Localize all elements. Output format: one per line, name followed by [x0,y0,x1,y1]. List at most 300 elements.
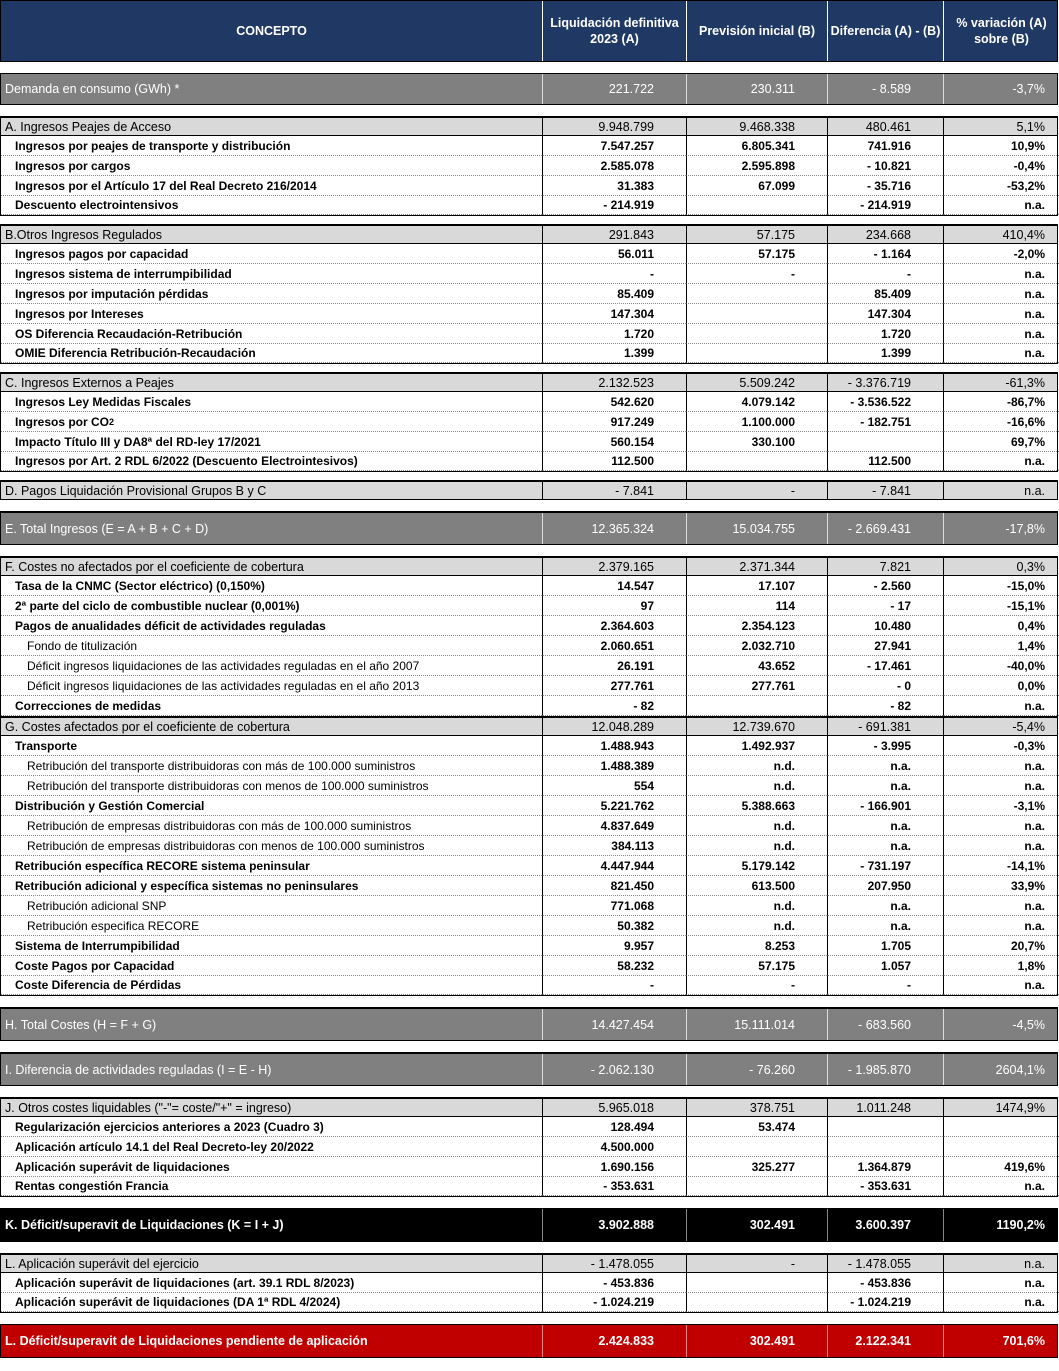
value-diferencia: - 2.669.431 [827,513,943,544]
value-diferencia: - 17 [827,596,943,616]
value-diferencia: - [827,264,943,284]
value-prevision: - 76.260 [686,1054,827,1085]
table-row [0,432,1058,452]
value-variacion: 419,6% [943,1157,1059,1177]
value-variacion: 5,1% [943,118,1059,135]
value-variacion: n.a. [943,1177,1059,1196]
row-label: Retribución de empresas distribuidoras con más de 100.000 suministros [1,816,542,836]
value-liquidacion: - 82 [542,696,686,716]
value-diferencia: 1.057 [827,956,943,976]
value-prevision [686,196,827,215]
value-diferencia: - 1.164 [827,244,943,264]
value-variacion: n.a. [943,696,1059,716]
value-diferencia: - [827,976,943,995]
value-liquidacion: 56.011 [542,244,686,264]
header-col-b: Previsión inicial (B) [686,1,827,61]
value-diferencia: 1.705 [827,936,943,956]
value-diferencia [827,432,943,452]
value-variacion: n.a. [943,264,1059,284]
value-variacion: n.a. [943,1255,1059,1272]
value-prevision: 67.099 [686,176,827,196]
row-label: I. Diferencia de actividades reguladas (I = E - H) [5,1062,272,1077]
row-label: Retribución específica RECORE sistema peninsular [1,856,542,876]
row-label: Distribución y Gestión Comercial [1,796,542,816]
value-diferencia: - 353.631 [827,1177,943,1196]
value-prevision: 43.652 [686,656,827,676]
value-variacion: 2604,1% [943,1054,1059,1085]
table-row [0,1097,1058,1117]
header-concepto: CONCEPTO [236,24,307,38]
header-col-a: Liquidación definitiva 2023 (A) [542,1,686,61]
spacer [0,364,1059,372]
value-diferencia [827,1137,943,1157]
value-prevision: n.d. [686,756,827,776]
table-row [0,244,1058,264]
row-label: Déficit ingresos liquidaciones de las actividades reguladas en el año 2007 [1,656,542,676]
row-label: B.Otros Ingresos Regulados [5,227,163,242]
value-liquidacion: - [542,264,686,284]
row-label: Pagos de anualidades déficit de actividades reguladas [1,616,542,636]
value-variacion [943,1117,1059,1137]
value-variacion: -0,4% [943,156,1059,176]
spacer [0,1313,1059,1324]
table-row [0,480,1058,500]
value-liquidacion: - 1.478.055 [542,1255,686,1272]
table-row [0,596,1058,616]
value-variacion: -16,6% [943,412,1059,432]
spacer [0,996,1059,1007]
table-row [0,264,1058,284]
row-label: H. Total Costes (H = F + G) [5,1017,157,1032]
value-prevision: 57.175 [686,244,827,264]
value-variacion: 1190,2% [943,1209,1059,1241]
value-prevision: 6.805.341 [686,136,827,156]
value-prevision: 114 [686,596,827,616]
row-label: Retribución del transporte distribuidoras con más de 100.000 suministros [1,756,542,776]
row-label: Ingresos por CO 2 [1,412,542,432]
value-diferencia: 27.941 [827,636,943,656]
value-diferencia: 207.950 [827,876,943,896]
value-prevision: 57.175 [686,956,827,976]
value-prevision: 17.107 [686,576,827,596]
row-label: Ingresos pagos por capacidad [1,244,542,264]
value-liquidacion: 1.399 [542,344,686,363]
value-variacion: n.a. [943,304,1059,324]
value-variacion: n.a. [943,756,1059,776]
value-diferencia: 1.011.248 [827,1099,943,1116]
table-row [0,756,1058,776]
value-variacion: -53,2% [943,176,1059,196]
table-row [0,511,1058,545]
value-variacion: n.a. [943,344,1059,363]
row-label: Correcciones de medidas [1,696,542,716]
value-prevision: 2.354.123 [686,616,827,636]
row-label: F. Costes no afectados por el coeficiente de cobertura [5,559,304,574]
row-label: E. Total Ingresos (E = A + B + C + D) [5,521,209,536]
value-prevision: 15.034.755 [686,513,827,544]
row-label: Aplicación superávit de liquidaciones (art. 39.1 RDL 8/2023) [1,1273,542,1293]
value-diferencia: n.a. [827,816,943,836]
value-liquidacion: 5.221.762 [542,796,686,816]
spacer [0,62,1059,73]
value-variacion: 0,0% [943,676,1059,696]
table-row [0,576,1058,596]
value-prevision: n.d. [686,916,827,936]
value-prevision: 4.079.142 [686,392,827,412]
row-label: L. Aplicación superávit del ejercicio [5,1256,199,1271]
value-prevision: 1.492.937 [686,736,827,756]
value-liquidacion: - 7.841 [542,482,686,499]
spacer [0,545,1059,556]
table-row [0,896,1058,916]
value-liquidacion: 31.383 [542,176,686,196]
value-variacion: 1474,9% [943,1099,1059,1116]
table-row [0,1293,1058,1313]
value-diferencia: - 3.995 [827,736,943,756]
table-row [0,1324,1058,1358]
value-diferencia: 3.600.397 [827,1209,943,1241]
table-row [0,392,1058,412]
value-prevision: 613.500 [686,876,827,896]
value-liquidacion: 14.427.454 [542,1009,686,1040]
spacer [0,500,1059,511]
table-row [0,976,1058,996]
value-liquidacion: 560.154 [542,432,686,452]
value-prevision [686,452,827,471]
value-diferencia: - 731.197 [827,856,943,876]
value-variacion: 410,4% [943,226,1059,243]
value-variacion: n.a. [943,896,1059,916]
value-liquidacion: 147.304 [542,304,686,324]
row-label: D. Pagos Liquidación Provisional Grupos B y C [5,483,267,498]
row-label: L. Déficit/superavit de Liquidaciones pendiente de aplicación [5,1334,368,1348]
value-liquidacion: 3.902.888 [542,1209,686,1241]
table-header [0,0,1058,62]
table-row [0,656,1058,676]
row-label: Ingresos por Art. 2 RDL 6/2022 (Descuento Electrointesivos) [1,452,542,471]
spacer [0,1242,1059,1253]
value-diferencia: - 2.560 [827,576,943,596]
row-label: Retribución de empresas distribuidoras con menos de 100.000 suministros [1,836,542,856]
row-label: Coste Diferencia de Pérdidas [1,976,542,995]
value-liquidacion: 9.948.799 [542,118,686,135]
value-liquidacion: 5.965.018 [542,1099,686,1116]
value-variacion: -15,0% [943,576,1059,596]
table-row [0,196,1058,216]
value-prevision: 15.111.014 [686,1009,827,1040]
value-liquidacion: 4.837.649 [542,816,686,836]
row-label: Ingresos sistema de interrumpibilidad [1,264,542,284]
value-diferencia: - 3.376.719 [827,374,943,391]
table-row [0,676,1058,696]
value-prevision [686,696,827,716]
table-row [0,284,1058,304]
value-prevision [686,304,827,324]
row-label: 2ª parte del ciclo de combustible nuclear (0,001%) [1,596,542,616]
table-row [0,836,1058,856]
table-row [0,73,1058,105]
value-prevision: - [686,1255,827,1272]
table-row [0,856,1058,876]
value-prevision [686,1137,827,1157]
value-liquidacion: 1.690.156 [542,1157,686,1177]
table-row [0,1117,1058,1137]
value-liquidacion: 128.494 [542,1117,686,1137]
row-label: K. Déficit/superavit de Liquidaciones (K = I + J) [5,1218,284,1232]
value-diferencia: - 691.381 [827,718,943,735]
value-prevision: 57.175 [686,226,827,243]
row-label: Impacto Título III y DA8ª del RD-ley 17/2021 [1,432,542,452]
table-row [0,1007,1058,1041]
value-liquidacion: 97 [542,596,686,616]
value-prevision: 5.388.663 [686,796,827,816]
value-diferencia: 7.821 [827,558,943,575]
value-liquidacion: 12.365.324 [542,513,686,544]
row-label: Sistema de Interrumpibilidad [1,936,542,956]
value-variacion: n.a. [943,284,1059,304]
table-row [0,136,1058,156]
value-liquidacion: 85.409 [542,284,686,304]
value-liquidacion: 26.191 [542,656,686,676]
value-liquidacion: 542.620 [542,392,686,412]
value-liquidacion: 2.132.523 [542,374,686,391]
value-liquidacion: 2.424.833 [542,1325,686,1357]
value-liquidacion: 2.585.078 [542,156,686,176]
value-variacion: n.a. [943,1273,1059,1293]
value-diferencia: 1.364.879 [827,1157,943,1177]
row-label: Demanda en consumo (GWh) * [5,82,180,96]
value-variacion: n.a. [943,324,1059,344]
value-diferencia: - 35.716 [827,176,943,196]
value-liquidacion: 384.113 [542,836,686,856]
value-diferencia: - 10.821 [827,156,943,176]
value-variacion: -17,8% [943,513,1059,544]
value-diferencia: 2.122.341 [827,1325,943,1357]
value-diferencia: 10.480 [827,616,943,636]
value-variacion: -5,4% [943,718,1059,735]
table-row [0,156,1058,176]
row-label: Descuento electrointensivos [1,196,542,215]
value-variacion: n.a. [943,776,1059,796]
value-variacion: n.a. [943,976,1059,995]
value-liquidacion: 2.060.651 [542,636,686,656]
value-liquidacion: 277.761 [542,676,686,696]
row-label: Transporte [1,736,542,756]
spacer [0,1041,1059,1052]
value-diferencia: n.a. [827,836,943,856]
value-prevision: 12.739.670 [686,718,827,735]
value-diferencia: n.a. [827,896,943,916]
value-liquidacion: 4.500.000 [542,1137,686,1157]
value-liquidacion: 58.232 [542,956,686,976]
value-diferencia: - 683.560 [827,1009,943,1040]
value-prevision: 2.032.710 [686,636,827,656]
row-label: C. Ingresos Externos a Peajes [5,375,174,390]
value-liquidacion: 112.500 [542,452,686,471]
value-liquidacion: 14.547 [542,576,686,596]
table-row [0,816,1058,836]
row-label: OS Diferencia Recaudación-Retribución [1,324,542,344]
value-prevision [686,1177,827,1196]
table-row [0,556,1058,576]
table-row [0,1137,1058,1157]
table-row [0,1273,1058,1293]
row-label: Rentas congestión Francia [1,1177,542,1196]
row-label: Retribución adicional y específica sistemas no peninsulares [1,876,542,896]
value-variacion: n.a. [943,452,1059,471]
value-prevision: - [686,482,827,499]
value-variacion: 1,8% [943,956,1059,976]
row-label: A. Ingresos Peajes de Acceso [5,119,172,134]
value-variacion: -15,1% [943,596,1059,616]
row-label: Tasa de la CNMC (Sector eléctrico) (0,150%) [1,576,542,596]
value-variacion: -61,3% [943,374,1059,391]
value-diferencia: n.a. [827,756,943,776]
value-prevision: 2.595.898 [686,156,827,176]
value-prevision: 1.100.000 [686,412,827,432]
value-prevision [686,324,827,344]
row-label: OMIE Diferencia Retribución-Recaudación [1,344,542,363]
header-col-c: Diferencia (A) - (B) [827,1,943,61]
value-prevision: n.d. [686,816,827,836]
table-row [0,176,1058,196]
row-label: J. Otros costes liquidables ("-"= coste/"+" = ingreso) [5,1100,292,1115]
spacer [0,216,1059,224]
value-liquidacion: - [542,976,686,995]
value-liquidacion: 1.488.389 [542,756,686,776]
value-variacion: n.a. [943,836,1059,856]
value-liquidacion: 2.379.165 [542,558,686,575]
table-row [0,736,1058,756]
value-prevision: 230.311 [686,74,827,104]
row-label: Déficit ingresos liquidaciones de las actividades reguladas en el año 2013 [1,676,542,696]
table-row [0,412,1058,432]
value-diferencia: n.a. [827,916,943,936]
value-prevision: n.d. [686,836,827,856]
row-label: Ingresos por imputación pérdidas [1,284,542,304]
table-row [0,116,1058,136]
value-prevision [686,1293,827,1312]
value-diferencia: 85.409 [827,284,943,304]
value-liquidacion: - 453.836 [542,1273,686,1293]
value-diferencia: - 82 [827,696,943,716]
value-liquidacion: - 353.631 [542,1177,686,1196]
value-diferencia: - 1.024.219 [827,1293,943,1312]
row-label: Ingresos Ley Medidas Fiscales [1,392,542,412]
value-liquidacion: - 1.024.219 [542,1293,686,1312]
value-prevision: 9.468.338 [686,118,827,135]
value-diferencia: - 214.919 [827,196,943,215]
value-variacion: -4,5% [943,1009,1059,1040]
row-label: Coste Pagos por Capacidad [1,956,542,976]
table-row [0,616,1058,636]
row-label: Regularización ejercicios anteriores a 2023 (Cuadro 3) [1,1117,542,1137]
value-prevision: - [686,264,827,284]
value-liquidacion: 771.068 [542,896,686,916]
header-col-d: % variación (A) sobre (B) [943,1,1059,61]
value-prevision: 330.100 [686,432,827,452]
table-row [0,1177,1058,1197]
value-variacion: 1,4% [943,636,1059,656]
value-liquidacion: 2.364.603 [542,616,686,636]
value-variacion: 0,3% [943,558,1059,575]
spacer [0,1197,1059,1208]
value-diferencia [827,1117,943,1137]
value-variacion: n.a. [943,916,1059,936]
value-liquidacion: - 2.062.130 [542,1054,686,1085]
value-prevision [686,344,827,363]
value-variacion: -3,7% [943,74,1059,104]
value-prevision: 5.509.242 [686,374,827,391]
spacer [0,105,1059,116]
value-prevision: n.d. [686,776,827,796]
table-row [0,716,1058,736]
value-variacion: -40,0% [943,656,1059,676]
value-diferencia: 741.916 [827,136,943,156]
table-row [0,916,1058,936]
value-diferencia: 147.304 [827,304,943,324]
value-prevision: 378.751 [686,1099,827,1116]
value-liquidacion: 221.722 [542,74,686,104]
table-body [0,62,1059,1358]
value-prevision: 302.491 [686,1325,827,1357]
value-liquidacion: 12.048.289 [542,718,686,735]
table-row [0,936,1058,956]
table-row [0,636,1058,656]
row-label: Aplicación superávit de liquidaciones [1,1157,542,1177]
table-row [0,876,1058,896]
value-liquidacion: 9.957 [542,936,686,956]
value-diferencia: - 17.461 [827,656,943,676]
table-row [0,452,1058,472]
value-variacion: 701,6% [943,1325,1059,1357]
table-row [0,696,1058,716]
value-liquidacion: 821.450 [542,876,686,896]
value-diferencia: - 182.751 [827,412,943,432]
value-variacion: -0,3% [943,736,1059,756]
value-diferencia: - 1.985.870 [827,1054,943,1085]
value-prevision: - [686,976,827,995]
spacer [0,1086,1059,1097]
value-variacion: -2,0% [943,244,1059,264]
table-row [0,1253,1058,1273]
table-row [0,372,1058,392]
value-prevision: 302.491 [686,1209,827,1241]
value-variacion: n.a. [943,482,1059,499]
table-row [0,776,1058,796]
value-liquidacion: 554 [542,776,686,796]
value-liquidacion: 50.382 [542,916,686,936]
value-liquidacion: 7.547.257 [542,136,686,156]
value-diferencia: - 453.836 [827,1273,943,1293]
value-liquidacion: 1.488.943 [542,736,686,756]
value-diferencia: - 7.841 [827,482,943,499]
value-prevision: 53.474 [686,1117,827,1137]
value-diferencia: - 1.478.055 [827,1255,943,1272]
value-variacion: 20,7% [943,936,1059,956]
value-diferencia: - 3.536.522 [827,392,943,412]
value-diferencia: n.a. [827,776,943,796]
value-variacion: 10,9% [943,136,1059,156]
value-diferencia: 234.668 [827,226,943,243]
value-liquidacion: 4.447.944 [542,856,686,876]
table-row [0,796,1058,816]
value-diferencia: - 166.901 [827,796,943,816]
table-row [0,1052,1058,1086]
value-variacion: 0,4% [943,616,1059,636]
value-diferencia: 1.720 [827,324,943,344]
spacer [0,472,1059,480]
